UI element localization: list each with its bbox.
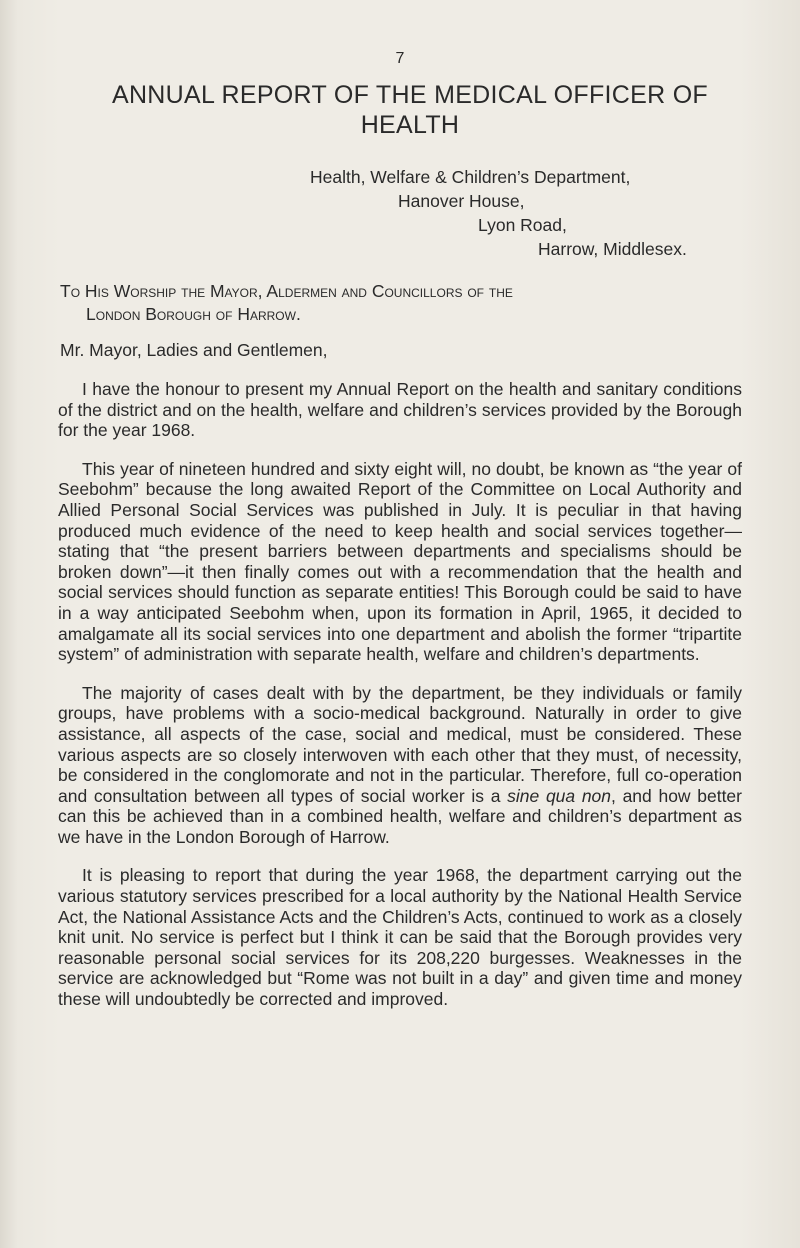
paragraph-introduction: I have the honour to present my Annual Report on the health and sanitary conditions of the district and on the health, welfare and children’s services provided by the Borough for the year 1968. xyxy=(58,379,742,441)
addressee-line-1: To His Worship the Mayor, Aldermen and Councillors of the xyxy=(60,281,513,301)
address-line-street: Lyon Road, xyxy=(478,215,567,235)
department-address xyxy=(60,165,750,261)
paragraph-text-before: The majority of cases dealt with by the department, be they individuals or family groups, have problems with a socio-medical background. Naturally in order to give assistance, all aspects of the case, social and medical, must be considered. These various aspects are so closely interwoven with each other that they must, of necessity, be considered in the conglomorate and not in the particular. Therefore, full co-operation and consultation between all types of social worker is a xyxy=(58,682,742,806)
address-line-building: Hanover House, xyxy=(398,191,525,211)
latin-phrase: sine qua non xyxy=(507,785,612,806)
report-body xyxy=(58,379,742,1028)
paragraph-socio-medical xyxy=(58,683,742,848)
report-title: ANNUAL REPORT OF THE MEDICAL OFFICER OF HEALTH xyxy=(111,81,709,139)
paragraph-seebohm: This year of nineteen hundred and sixty eight will, no doubt, be known as “the year of Seebohm” because the long awaited Report of the Committee on Local Authority and Allied Personal Social Services was published in July. It is peculiar in that having produced much evidence of the need to keep health and social services together—stating that “the present barriers between departments and specialisms should be broken down”—it then finally comes out with a recommendation that the health and social services should function as separate entities! This Borough could be said to have in a way anticipated Seebohm when, upon its formation in April, 1965, it decided to amalgamate all its social services into one department and abolish the former “tripartite system” of administration with separate health, welfare and children’s departments. xyxy=(58,458,742,665)
page-number: 7 xyxy=(395,50,405,67)
paragraph-text-after: , and how better can this be achieved than in a combined health, welfare and children’s department as we have in the London Borough of Harrow. xyxy=(58,785,742,847)
address-line-department: Health, Welfare & Children’s Department, xyxy=(310,167,631,187)
addressee xyxy=(60,280,750,326)
greeting: Mr. Mayor, Ladies and Gentlemen, xyxy=(60,340,328,360)
address-line-town: Harrow, Middlesex. xyxy=(538,239,687,259)
addressee-line-2: London Borough of Harrow. xyxy=(86,304,301,324)
paragraph-services-1968: It is pleasing to report that during the year 1968, the department carrying out the various statutory services prescribed for a local authority by the National Health Service Act, the National Assistance Acts and the Children’s Acts, continued to work as a closely knit unit. No service is perfect but I think it can be said that the Borough provides very reasonable personal social services for its 208,220 burgesses. Weaknesses in the service are acknowledged but “Rome was not built in a day” and given time and money these will undoubtedly be corrected and improved. xyxy=(58,865,742,1010)
